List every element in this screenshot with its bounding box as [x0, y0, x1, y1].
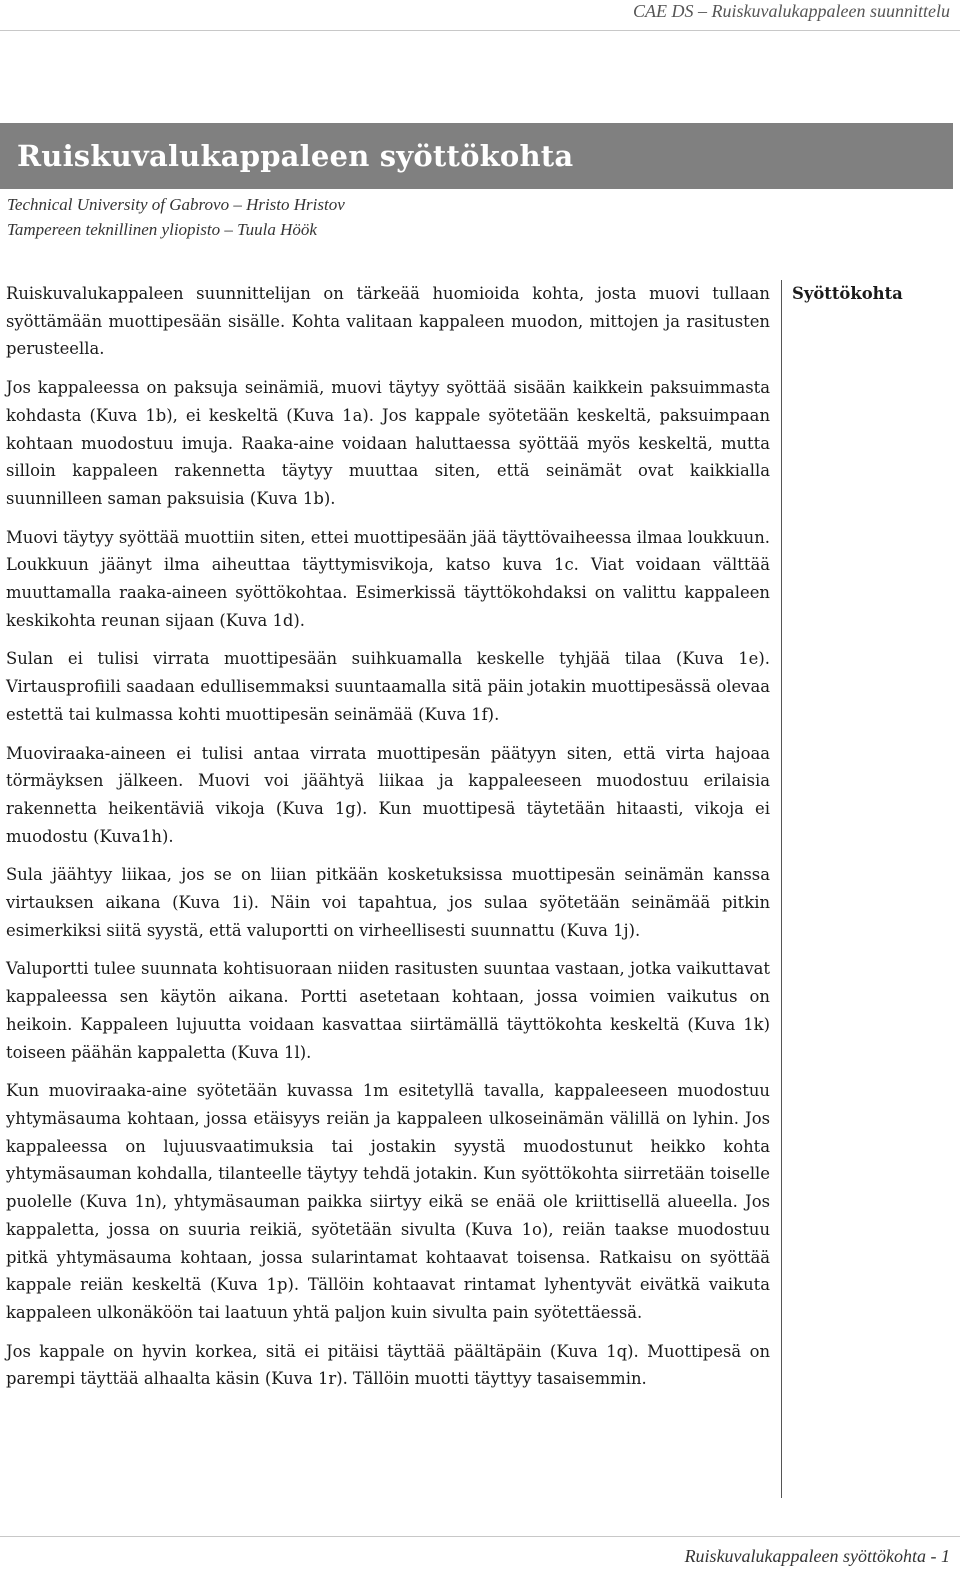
paragraph: Sula jäähtyy liikaa, jos se on liian pitkään kosketuksissa muottipesän seinämän kanssa virtauksen aikana (Kuva 1i). Näin voi tapahtua, jos sulaa syötetään seinämää pitkin esimerkiksi siitä syystä, että valuportti on virheellisesti suunnattu (Kuva 1j).	[6, 865, 770, 940]
paragraph: Sulan ei tulisi virrata muottipesään suihkuamalla keskelle tyhjää tilaa (Kuva 1e). Virtausprofiili saadaan edullisemmaksi suuntaamalla sitä päin jotakin muottipesässä olevaa estettä tai kulmassa kohti muottipesän seinämää (Kuva 1f).	[6, 649, 770, 724]
author-block	[7, 192, 345, 242]
author-line-2: Tampereen teknillinen yliopisto – Tuula Höök	[7, 220, 317, 239]
margin-divider	[781, 280, 782, 1498]
paragraph: Valuportti tulee suunnata kohtisuoraan niiden rasitusten suuntaa vastaan, jotka vaikuttavat kappaleessa sen käytön aikana. Portti asetetaan kohtaan, jossa voimien vaikutus on heikoin. Kappaleen lujuutta voidaan kasvattaa siirtämällä täyttökohta keskeltä (Kuva 1k) toiseen päähän kappaletta (Kuva 1l).	[6, 959, 770, 1062]
body-text	[6, 280, 770, 1404]
page-title: Ruiskuvalukappaleen syöttökohta	[17, 139, 574, 173]
paragraph: Kun muoviraaka-aine syötetään kuvassa 1m esitetyllä tavalla, kappaleeseen muodostuu yhtymäsauma kohtaan, jossa etäisyys reiän ja kappaleen ulkoseinämän välillä on lyhin. Jos kappaleessa on lujuusvaatimuksia tai jostakin syystä muodostunut heikko kohta yhtymäsauman kohdalla, tilanteelle täytyy tehdä jotakin. Kun syöttökohta siirretään toiselle puolelle (Kuva 1n), yhtymäsauman paikka siirtyy eikä se enää ole kriittisellä alueella. Jos kappaletta, jossa on suuria reikiä, syötetään sivulta (Kuva 1o), reiän taakse muodostuu pitkä yhtymäsauma kohtaan, jossa sularintamat kohtaavat toisensa. Ratkaisu on syöttää kappale reiän keskeltä (Kuva 1p). Tällöin kohtaavat rintamat lyhentyvät eivätkä vaikuta kappaleen ulkonäköön tai laatuun yhtä paljon kuin sivulta pain syötettäessä.	[6, 1081, 770, 1322]
paragraph: Ruiskuvalukappaleen suunnittelijan on tärkeää huomioida kohta, josta muovi tullaan syöttämään muottipesään sisälle. Kohta valitaan kappaleen muodon, mittojen ja rasitusten perusteella.	[6, 284, 770, 359]
footer-divider	[0, 1536, 960, 1537]
running-header: CAE DS – Ruiskuvalukappaleen suunnittelu	[633, 1, 950, 21]
paragraph: Muoviraaka-aineen ei tulisi antaa virrata muottipesän päätyyn siten, että virta hajoaa törmäyksen jälkeen. Muovi voi jäähtyä liikaa ja kappaleeseen muodostuu erilaisia rakennetta heikentäviä vikoja (Kuva 1g). Kun muottipesä täytetään hitaasti, vikoja ei muodostu (Kuva1h).	[6, 743, 770, 846]
author-line-1: Technical University of Gabrovo – Hristo Hristov	[7, 195, 345, 214]
margin-heading: Syöttökohta	[792, 284, 903, 303]
paragraph: Muovi täytyy syöttää muottiin siten, ettei muottipesään jää täyttövaiheessa ilmaa loukkuun. Loukkuun jäänyt ilma aiheuttaa täyttymisvikoja, katso kuva 1c. Viat voidaan välttää muuttamalla raaka-aineen syöttökohtaa. Esimerkissä täyttökohdaksi on valittu kappaleen keskikohta reunan sijaan (Kuva 1d).	[6, 527, 770, 630]
title-banner	[0, 123, 953, 189]
header-divider	[0, 30, 960, 31]
paragraph: Jos kappale on hyvin korkea, sitä ei pitäisi täyttää päältäpäin (Kuva 1q). Muottipesä on parempi täyttää alhaalta käsin (Kuva 1r). Tällöin muotti täyttyy tasaisemmin.	[6, 1341, 770, 1389]
paragraph: Jos kappaleessa on paksuja seinämiä, muovi täytyy syöttää sisään kaikkein paksuimmasta kohdasta (Kuva 1b), ei keskeltä (Kuva 1a). Jos kappale syötetään keskeltä, paksuimpaan kohtaan muodostuu imuja. Raaka-aine voidaan haluttaessa syöttää myös keskeltä, mutta silloin kappaleen rakennetta täytyy muuttaa siten, että seinämät ovat kaikkialla suunnilleen saman paksuisia (Kuva 1b).	[6, 378, 770, 508]
page-footer: Ruiskuvalukappaleen syöttökohta - 1	[684, 1546, 950, 1566]
